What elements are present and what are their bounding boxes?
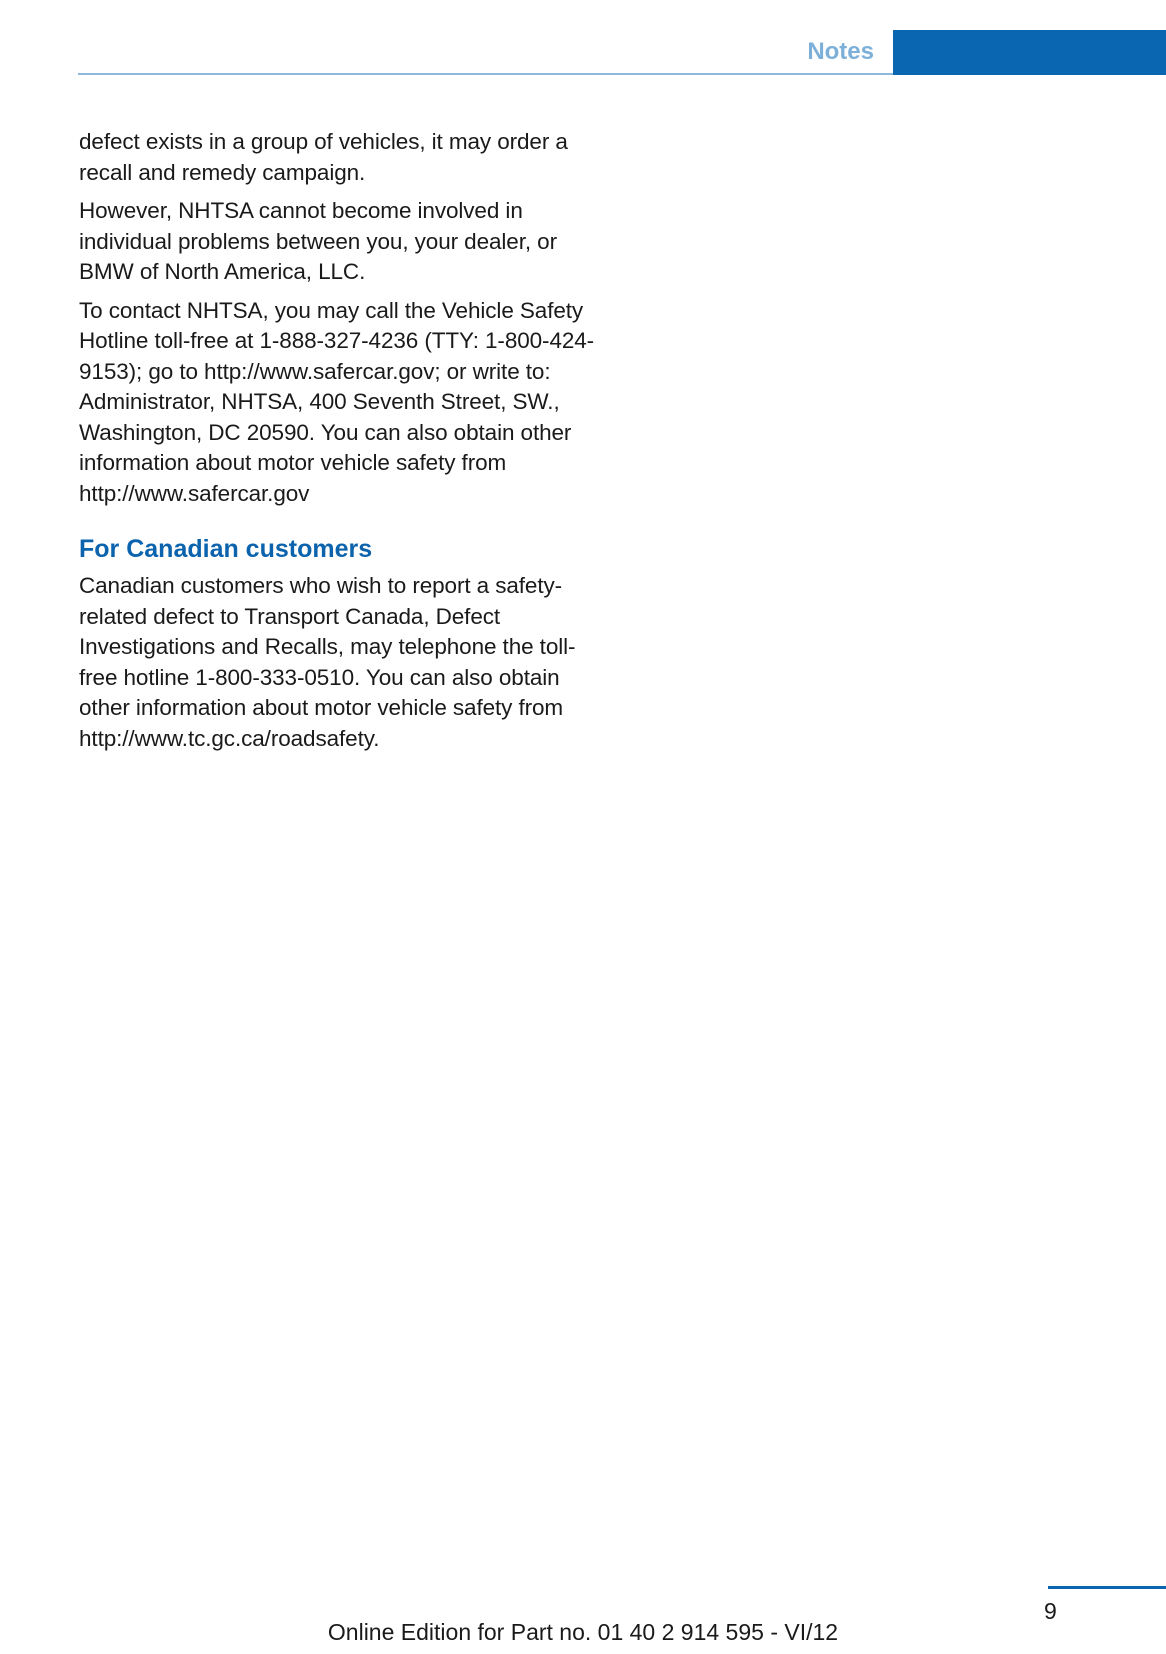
header-accent-block (893, 30, 1166, 75)
paragraph-nhtsa-limitation: However, NHTSA cannot become involved in individual problems between you, your dealer, or BMW of North America, LLC. (79, 198, 557, 284)
paragraph-defect-recall: defect exists in a group of vehicles, it may order a recall and remedy campaign. (79, 129, 568, 185)
section-heading-canadian: For Canadian customers (79, 535, 373, 563)
paragraph-canadian-customers: Canadian customers who wish to report a safety- related defect to Transport Canada, Defect Investigations and Recalls, may telephone the toll-free hotline 1-800-333-0510. You can also obtain other information about motor vehicle safety from http://www.tc.gc.ca/roadsafety. (79, 573, 576, 751)
paragraph-nhtsa-contact: To contact NHTSA, you may call the Vehicle Safety Hotline toll-free at 1-888-327-4236 (TTY: 1-800-424-9153); go to http://www.safercar.gov; or write to: Administrator, NHTSA, 400 Seventh Street, SW., Washington, DC 20590. You can also obtain other information about motor vehicle safety from http://www.safercar.gov (79, 297, 595, 506)
section-title: Notes (807, 38, 874, 65)
main-content (79, 127, 599, 762)
page-number: 9 (1044, 1598, 1057, 1624)
footer-edition: Online Edition for Part no. 01 40 2 914 595 - VI/12 (327, 1619, 839, 1645)
page-number-rule (1048, 1586, 1166, 1589)
